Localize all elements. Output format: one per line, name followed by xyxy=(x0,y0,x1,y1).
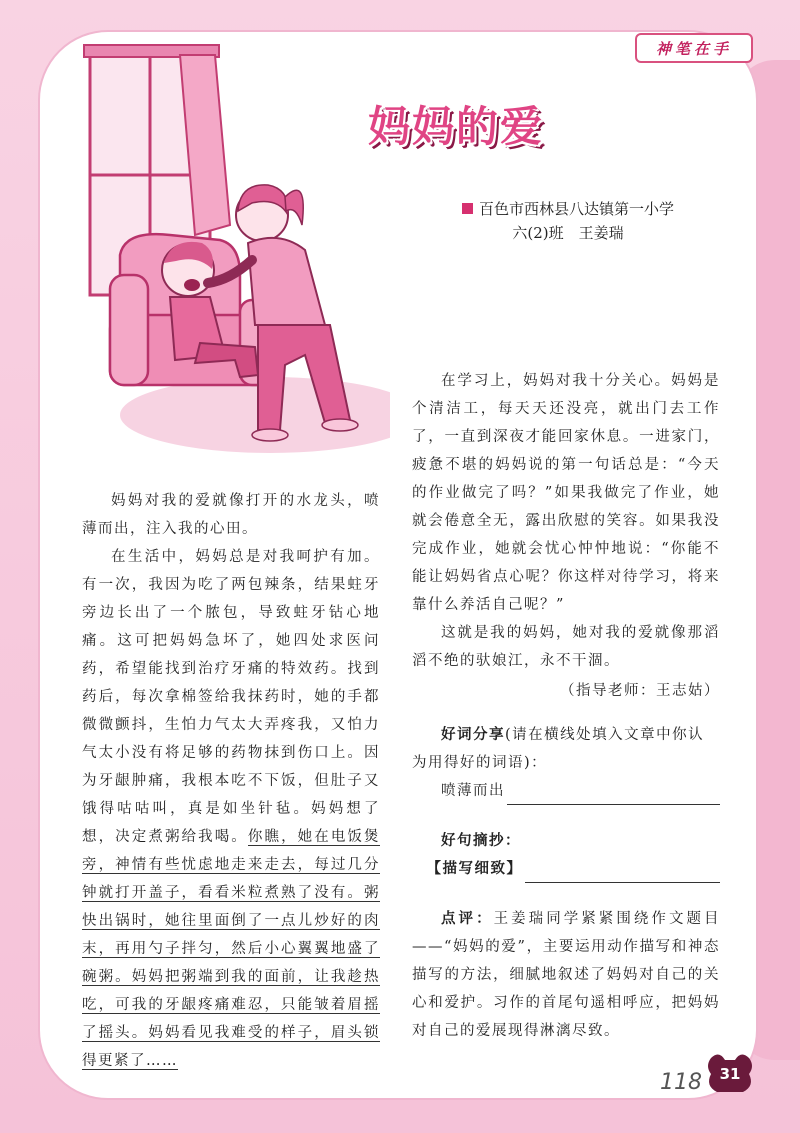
paragraph-2-text: 在生活中，妈妈总是对我呵护有加。有一次，我因为吃了两包辣条，结果蛀牙旁边长出了一个脓包，导致蛀牙钻心地痛。这可把妈妈急坏了，她四处求医问药，希望能找到治疗牙痛的特效药。找到药后，每次拿棉签给我抹药时，她的手都微微颤抖，生怕力气太大弄疼我，又怕力气太小没有将足够的药物抹到伤口上。因为牙龈肿痛，我根本吃不下饭，但肚子又饿得咕咕叫，真是如坐针毡。妈妈想了想，决定煮粥给我喝。 xyxy=(82,549,380,845)
good-words-section xyxy=(412,721,720,805)
paragraph-4: 这就是我的妈妈，她对我的爱就像那滔滔不绝的驮娘江，永不干涸。 xyxy=(412,625,720,669)
good-word: 喷薄而出 xyxy=(441,783,505,799)
good-sentences-fill-line[interactable] xyxy=(525,861,721,883)
paragraph-3: 在学习上，妈妈对我十分关心。妈妈是个清洁工，每天天还没亮，就出门去工作了，一直到深夜才能回家休息。一进家门，疲惫不堪的妈妈说的第一句话总是：“今天的作业做完了吗？”如果我做完了作业，她就会倦意全无，露出欣慰的笑容。如果我没完成作业，她就会忧心忡忡地说：“你能不能让妈妈省点心呢？你这样对待学习，将来靠什么养活自己呢？” xyxy=(412,373,720,613)
good-words-instructions: (请在横线处填入文章中你认为用得好的词语)： xyxy=(412,727,705,771)
comment-text: 王姜瑞同学紧紧围绕作文题目——“妈妈的爱”，主要运用动作描写和神态描写的方法，细腻地叙述了妈妈对自己的关心和爱护。习作的首尾句遥相呼应，把妈妈对自己的爱展现得淋漓尽致。 xyxy=(412,911,721,1039)
teacher-credit: （指导老师：王志姑） xyxy=(560,683,720,699)
good-words-fill-line[interactable] xyxy=(507,783,720,805)
good-words-label: 好词分享 xyxy=(441,727,505,743)
right-column xyxy=(412,367,720,1045)
comment-label: 点评： xyxy=(441,911,494,927)
bullet-square-icon xyxy=(462,203,473,214)
good-sentences-section xyxy=(412,827,720,883)
section-badge: 神笔在手 xyxy=(635,33,753,63)
page-number: 31 xyxy=(719,1065,741,1083)
author-school: 百色市西林县八达镇第一小学 xyxy=(478,200,674,218)
author-info xyxy=(438,197,698,245)
good-sentences-label: 好句摘抄： xyxy=(441,833,521,849)
handwritten-page-number: 118 xyxy=(660,1070,702,1095)
paragraph-1: 妈妈对我的爱就像打开的水龙头，喷薄而出，注入我的心田。 xyxy=(82,493,380,537)
paragraph-2 xyxy=(82,543,380,1075)
comment xyxy=(412,905,720,1045)
author-class: 六(2)班 王姜瑞 xyxy=(512,224,624,242)
mother-child-illustration xyxy=(80,25,390,465)
left-column xyxy=(82,487,380,1075)
good-sentences-tag: 【描写细致】 xyxy=(426,861,523,877)
underlined-passage: 你瞧，她在电饭煲旁，神情有些忧虑地走来走去，每过几分钟就打开盖子，看看米粒煮熟了没有。粥快出锅时，她往里面倒了一点儿炒好的肉末，再用勺子拌匀，然后小心翼翼地盛了碗粥。妈妈把粥端到我的面前，让我趁热吃，可我的牙龈疼痛难忍，只能皱着眉摇了摇头。妈妈看见我难受的样子，眉头锁得更紧了…… xyxy=(82,829,381,1069)
article-title: 妈妈的爱 xyxy=(368,102,545,151)
